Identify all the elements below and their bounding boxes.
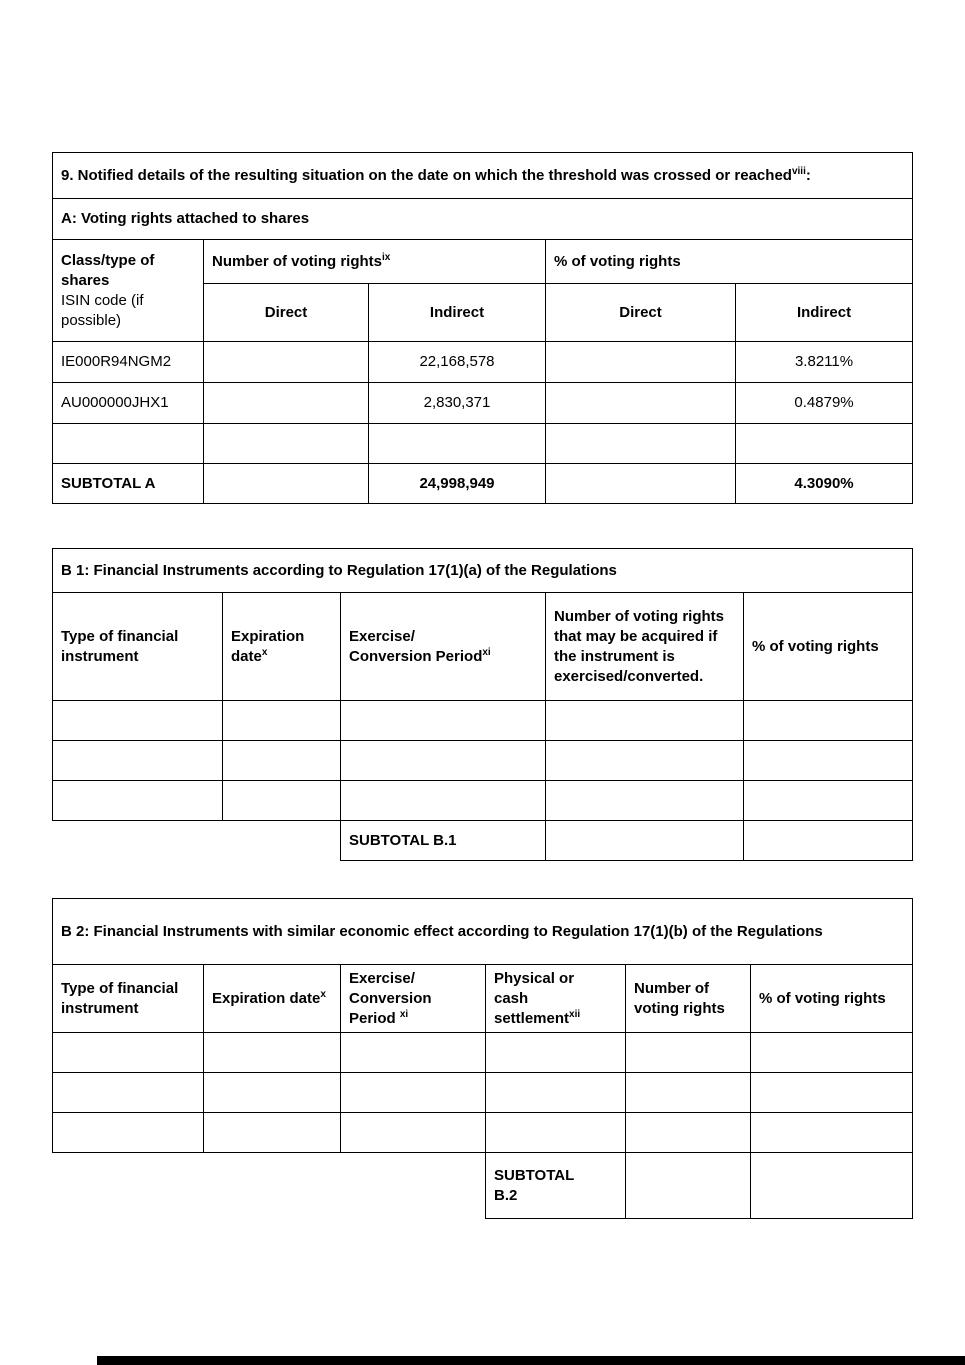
col-header-expiration-date — [204, 965, 341, 1033]
empty-cell — [223, 781, 341, 821]
exercise-line-2-text: Conversion Period — [349, 647, 483, 665]
col-header-percent-indirect: Indirect — [736, 284, 913, 342]
cell-percent-indirect — [736, 424, 913, 464]
table-row — [53, 383, 913, 424]
section9-heading-colon: : — [805, 166, 811, 184]
col-header-class-type: Class/type of shares — [61, 251, 155, 289]
table-row — [53, 1033, 913, 1073]
empty-cell — [223, 741, 341, 781]
subtotal-b1-number — [546, 821, 744, 861]
empty-cell — [53, 701, 223, 741]
col-header-exercise-period — [341, 593, 546, 701]
cell-number-indirect — [369, 424, 546, 464]
settlement-line-1: Physical or — [494, 969, 575, 987]
cell-number-direct — [204, 383, 369, 424]
subtotal-b2-percent — [751, 1153, 913, 1219]
exercise-line-2 — [349, 647, 537, 667]
cell-percent-direct — [546, 383, 736, 424]
footnote-ref-ix: ix — [382, 251, 391, 263]
col-header-instrument-type: Type of financial instrument — [53, 593, 223, 701]
empty-cell — [626, 1033, 751, 1073]
cell-percent-direct — [546, 342, 736, 383]
col-header-instrument-type: Type of financial instrument — [53, 965, 204, 1033]
subtotal-b2-number — [626, 1153, 751, 1219]
footnote-ref-xii: xii — [569, 1008, 581, 1020]
footnote-ref-viii: viii — [791, 165, 806, 177]
empty-cell — [223, 701, 341, 741]
settlement-line-3-text: settlement — [494, 1009, 570, 1027]
cell-percent-indirect: 3.8211% — [736, 342, 913, 383]
empty-cell — [486, 1033, 626, 1073]
col-header-percent-direct: Direct — [546, 284, 736, 342]
empty-cell — [341, 1113, 486, 1153]
exercise-line-3 — [349, 1009, 477, 1029]
col-header-isin: ISIN code (if possible) — [61, 291, 144, 329]
cell-number-direct — [204, 424, 369, 464]
subtotal-b2-label-line-1: SUBTOTAL — [494, 1166, 575, 1184]
section-b1-heading: B 1: Financial Instruments according to Regulation 17(1)(a) of the Regulations — [53, 549, 913, 593]
col-header-expiration-text: Expiration date — [212, 989, 321, 1007]
subtotal-b2-label — [486, 1153, 626, 1219]
table-b2-header-row — [53, 965, 913, 1033]
col-header-percent-voting-rights: % of voting rights — [546, 240, 913, 284]
empty-cell — [53, 1033, 204, 1073]
empty-cell — [53, 741, 223, 781]
col-header-expiration-date — [223, 593, 341, 701]
financial-instruments-table-b1 — [52, 548, 913, 861]
col-header-expiration-text: Expiration date — [231, 627, 305, 665]
empty-cell — [626, 1113, 751, 1153]
empty-cell — [751, 1033, 913, 1073]
cell-percent-indirect: 0.4879% — [736, 383, 913, 424]
empty-cell — [744, 741, 913, 781]
empty-cell — [486, 1073, 626, 1113]
exercise-line-3-text: Period — [349, 1009, 396, 1027]
empty-cell — [341, 701, 546, 741]
settlement-line-3 — [494, 1009, 617, 1029]
empty-cell — [53, 1073, 204, 1113]
section-b2-heading: B 2: Financial Instruments with similar economic effect according to Regulation 17(1)(b) of the Regulations — [53, 899, 913, 965]
table-row — [53, 1113, 913, 1153]
table-row — [53, 741, 913, 781]
empty-cell — [341, 781, 546, 821]
empty-cell — [744, 781, 913, 821]
section9-heading — [53, 153, 913, 199]
cell-number-indirect: 2,830,371 — [369, 383, 546, 424]
empty-cell — [751, 1113, 913, 1153]
empty-cell — [204, 1033, 341, 1073]
empty-cell — [751, 1073, 913, 1113]
col-header-class-type-isin — [53, 240, 204, 342]
col-header-number-voting-rights — [204, 240, 546, 284]
footnote-ref-x: x — [261, 646, 268, 658]
col-header-number-voting-rights-text: Number of voting rights — [212, 252, 382, 270]
footer-bar — [97, 1356, 965, 1365]
voting-rights-table-a — [52, 152, 913, 504]
empty-cell — [341, 1073, 486, 1113]
col-header-exercise-period — [341, 965, 486, 1033]
table-b1-header-row — [53, 593, 913, 701]
section-a-subheading: A: Voting rights attached to shares — [53, 199, 913, 240]
table-row — [53, 781, 913, 821]
empty-cell — [546, 741, 744, 781]
ghost-cell — [53, 821, 341, 861]
empty-cell — [341, 741, 546, 781]
col-header-number-direct: Direct — [204, 284, 369, 342]
cell-percent-direct — [546, 424, 736, 464]
subtotal-a-label: SUBTOTAL A — [53, 464, 204, 504]
table-row — [53, 701, 913, 741]
cell-class-isin: AU000000JHX1 — [53, 383, 204, 424]
empty-cell — [744, 701, 913, 741]
section9-heading-text: 9. Notified details of the resulting situation on the date on which the threshold was crossed or reached — [61, 166, 792, 184]
section9-heading-row — [53, 153, 913, 199]
empty-cell — [341, 1033, 486, 1073]
table-row — [53, 424, 913, 464]
col-header-number-voting-rights: Number of voting rights — [626, 965, 751, 1033]
subtotal-b1-percent — [744, 821, 913, 861]
subtotal-a-percent: 4.3090% — [736, 464, 913, 504]
section-b2-heading-row — [53, 899, 913, 965]
empty-cell — [204, 1073, 341, 1113]
empty-cell — [546, 781, 744, 821]
cell-class-isin: IE000R94NGM2 — [53, 342, 204, 383]
settlement-line-2: cash — [494, 989, 529, 1007]
exercise-line-2: Conversion — [349, 989, 432, 1007]
col-header-voting-rights-acquirable: Number of voting rights that may be acquired if the instrument is exercised/converted. — [546, 593, 744, 701]
col-header-settlement — [486, 965, 626, 1033]
footnote-ref-xi: xi — [482, 646, 491, 658]
col-header-number-indirect: Indirect — [369, 284, 546, 342]
subtotal-b2-row — [53, 1153, 913, 1219]
subtotal-b2-label-line-2: B.2 — [494, 1186, 518, 1204]
section-a-subheading-row — [53, 199, 913, 240]
col-header-percent-voting-rights: % of voting rights — [744, 593, 913, 701]
footnote-ref-xi: xi — [399, 1008, 409, 1020]
cell-number-direct — [204, 342, 369, 383]
ghost-cell — [53, 1153, 486, 1219]
empty-cell — [204, 1113, 341, 1153]
table-a-header-row-1 — [53, 240, 913, 284]
exercise-line-1: Exercise/ — [349, 969, 415, 987]
footnote-ref-x: x — [320, 988, 326, 1000]
subtotal-b1-row — [53, 821, 913, 861]
subtotal-a-number: 24,998,949 — [369, 464, 546, 504]
empty-cell — [53, 1113, 204, 1153]
subtotal-a-row — [53, 464, 913, 504]
empty-cell — [204, 464, 369, 504]
empty-cell — [546, 701, 744, 741]
cell-class-isin — [53, 424, 204, 464]
exercise-line-1: Exercise/ — [349, 627, 415, 645]
empty-cell — [626, 1073, 751, 1113]
financial-instruments-table-b2 — [52, 898, 913, 1219]
section-b1-heading-row — [53, 549, 913, 593]
empty-cell — [546, 464, 736, 504]
col-header-percent-voting-rights: % of voting rights — [751, 965, 913, 1033]
empty-cell — [53, 781, 223, 821]
table-row — [53, 1073, 913, 1113]
cell-number-indirect: 22,168,578 — [369, 342, 546, 383]
empty-cell — [486, 1113, 626, 1153]
table-row — [53, 342, 913, 383]
subtotal-b1-label: SUBTOTAL B.1 — [341, 821, 546, 861]
